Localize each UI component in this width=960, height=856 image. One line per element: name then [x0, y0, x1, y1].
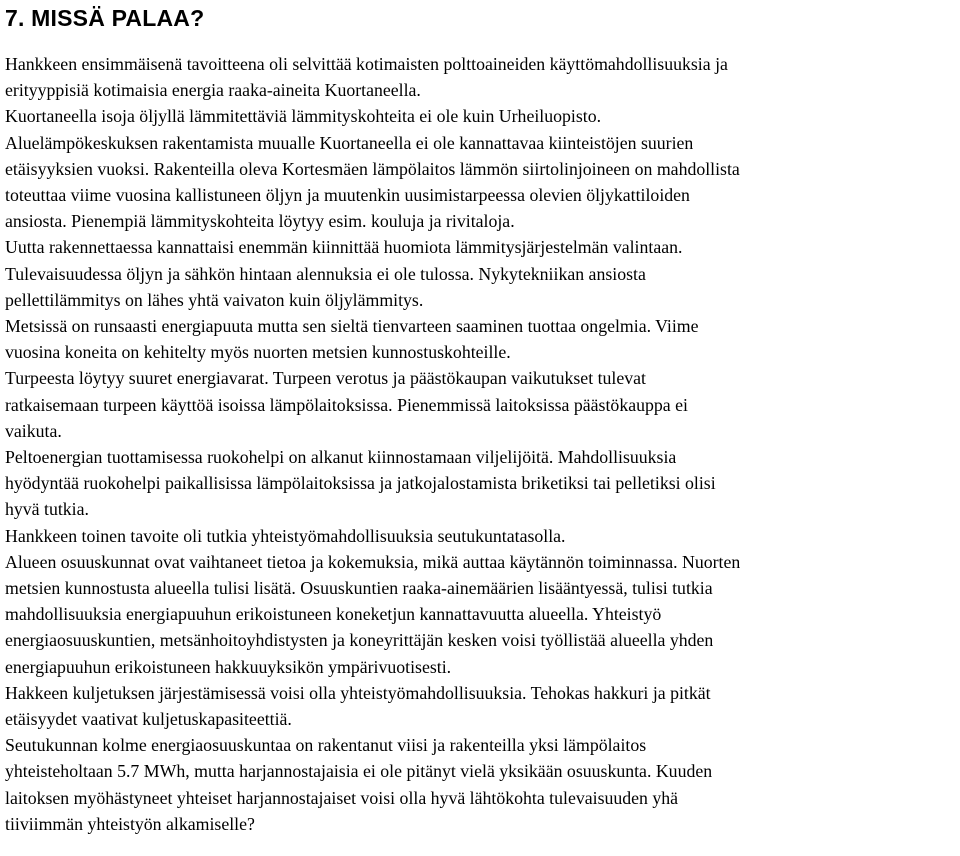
text-line: vuosina koneita on kehitelty myös nuorten metsien kunnostuskohteille. — [5, 342, 511, 363]
text-line: tiiviimmän yhteistyön alkamiselle? — [5, 813, 255, 834]
text-line: Uutta rakennettaessa kannattaisi enemmän kiinnittää huomiota lämmitysjärjestelmän valintaan. — [5, 237, 683, 258]
body-text — [5, 51, 950, 837]
text-line: erityyppisiä kotimaisia energia raaka-aineita Kuortaneella. — [5, 80, 421, 101]
text-line: Metsissä on runsaasti energiapuuta mutta sen sieltä tienvarteen saaminen tuottaa ongelmia. Viime — [5, 316, 699, 337]
text-line: Hakkeen kuljetuksen järjestämisessä voisi olla yhteistyömahdollisuuksia. Tehokas hakkuri ja pitkät — [5, 682, 711, 703]
text-line: vaikuta. — [5, 420, 62, 441]
text-line: Peltoenergian tuottamisessa ruokohelpi on alkanut kiinnostamaan viljelijöitä. Mahdollisuuksia — [5, 447, 677, 468]
text-line: toteuttaa viime vuosina kallistuneen öljyn ja muutenkin uusimistarpeessa olevien öljykattiloiden — [5, 185, 690, 206]
text-line: Turpeesta löytyy suuret energiavarat. Turpeen verotus ja päästökaupan vaikutukset tulevat — [5, 368, 646, 389]
text-line: mahdollisuuksia energiapuuhun erikoistuneen koneketjun kannattavuutta alueella. Yhteistyö — [5, 604, 662, 625]
text-line: Seutukunnan kolme energiaosuuskuntaa on rakentanut viisi ja rakenteilla yksi lämpölaitos — [5, 735, 647, 756]
text-line: ansiosta. Pienempiä lämmityskohteita löytyy esim. kouluja ja rivitaloja. — [5, 211, 515, 232]
text-line: ratkaisemaan turpeen käyttöä isoissa lämpölaitoksissa. Pienemmissä laitoksissa päästökauppa ei — [5, 394, 688, 415]
text-line: energiaosuuskuntien, metsänhoitoyhdistysten ja koneyrittäjän kesken voisi työllistää alueella yhden — [5, 630, 714, 651]
text-line: laitoksen myöhästyneet yhteiset harjannostajaiset voisi olla hyvä lähtökohta tulevaisuuden yhä — [5, 787, 679, 808]
text-line: Tulevaisuudessa öljyn ja sähkön hintaan alennuksia ei ole tulossa. Nykytekniikan ansiosta — [5, 263, 646, 284]
text-line: Kuortaneella isoja öljyllä lämmitettäviä lämmityskohteita ei ole kuin Urheiluopisto. — [5, 106, 602, 127]
text-line: etäisyydet vaativat kuljetuskapasiteettiä. — [5, 709, 292, 730]
text-line: metsien kunnostusta alueella tulisi lisätä. Osuuskuntien raaka-ainemäärien lisääntyessä, tulisi tutkia — [5, 578, 713, 599]
text-line: pellettilämmitys on lähes yhtä vaivaton kuin öljylämmitys. — [5, 289, 424, 310]
text-line: hyvä tutkia. — [5, 499, 89, 520]
text-line: yhteisteholtaan 5.7 MWh, mutta harjannostajaisia ei ole pitänyt vielä yksikään osuuskunta. Kuuden — [5, 761, 713, 782]
text-line: energiapuuhun erikoistuneen hakkuuyksikön ympärivuotisesti. — [5, 656, 452, 677]
document-page — [5, 0, 950, 837]
section-heading: 7. MISSÄ PALAA? — [5, 5, 205, 31]
text-line: Hankkeen toinen tavoite oli tutkia yhteistyömahdollisuuksia seutukuntatasolla. — [5, 525, 566, 546]
text-line: Hankkeen ensimmäisenä tavoitteena oli selvittää kotimaisten polttoaineiden käyttömahdollisuuksia ja — [5, 54, 728, 74]
text-line: Alueen osuuskunnat ovat vaihtaneet tietoa ja kokemuksia, mikä auttaa käytännön toiminnassa. Nuorten — [5, 551, 741, 572]
text-line: etäisyyksien vuoksi. Rakenteilla oleva Kortesmäen lämpölaitos lämmön siirtolinjoineen on mahdollista — [5, 158, 740, 179]
text-line: hyödyntää ruokohelpi paikallisissa lämpölaitoksissa ja jatkojalostamista briketiksi tai pelletiksi olisi — [5, 473, 716, 494]
text-line: Aluelämpökeskuksen rakentamista muualle Kuortaneella ei ole kannattavaa kiinteistöjen suurien — [5, 132, 694, 153]
